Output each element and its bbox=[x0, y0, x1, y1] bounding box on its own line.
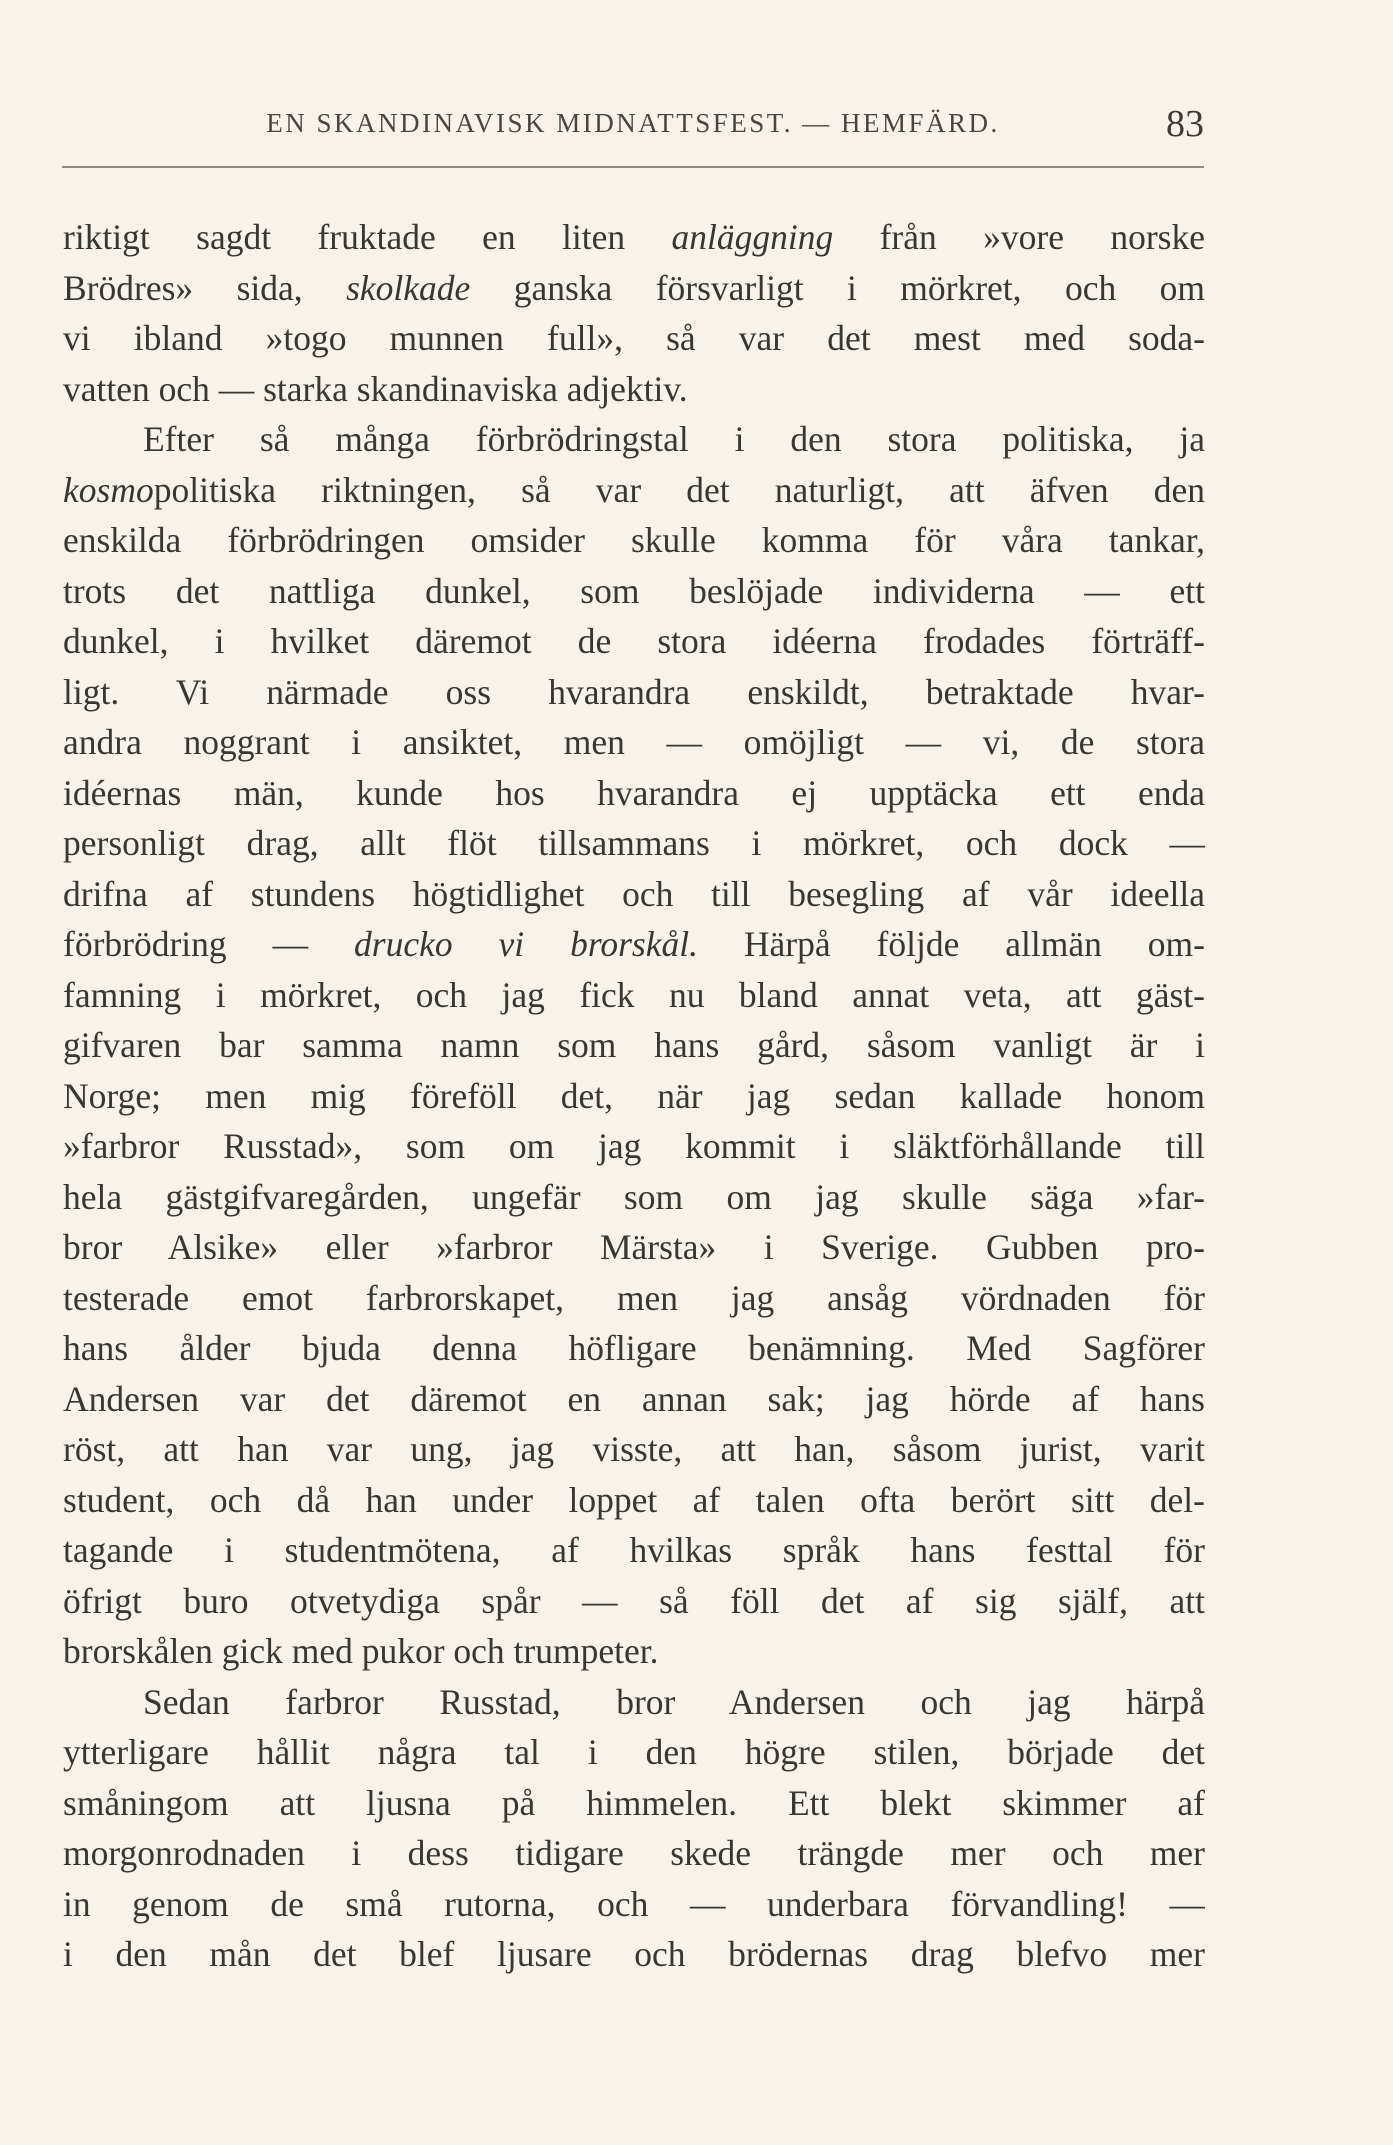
text-line bbox=[63, 1071, 1205, 1122]
italic-text-segment: drucko vi brorskål. bbox=[354, 924, 698, 964]
italic-text-segment: skolkade bbox=[346, 267, 471, 308]
text-segment: förbrödring — bbox=[63, 924, 355, 964]
text-line bbox=[63, 212, 1205, 263]
text-line bbox=[63, 1778, 1205, 1829]
text-segment: Andersen var det däremot en annan sak; jag hörde af hans bbox=[63, 1378, 1205, 1419]
text-segment: Sedan farbror Russtad, bror Andersen och jag härpå bbox=[143, 1681, 1205, 1722]
text-line bbox=[63, 414, 1205, 465]
text-line bbox=[63, 465, 1205, 516]
text-segment: idéernas män, kunde hos hvarandra ej upptäcka ett enda bbox=[63, 772, 1205, 813]
text-segment: från »vore norske bbox=[833, 217, 1205, 257]
header-rule bbox=[62, 166, 1204, 168]
text-segment: andra noggrant i ansiktet, men — omöjligt — vi, de stora bbox=[63, 722, 1205, 762]
text-segment: bror Alsike» eller »farbror Märsta» i Sverige. Gubben pro- bbox=[63, 1227, 1205, 1267]
text-segment: drifna af stundens högtidlighet och till besegling af vår ideella bbox=[63, 873, 1205, 914]
italic-text-segment: anläggning bbox=[671, 217, 834, 257]
text-segment: röst, att han var ung, jag visste, att han, såsom jurist, varit bbox=[63, 1429, 1205, 1469]
text-segment: hela gästgifvaregården, ungefär som om jag skulle säga »far- bbox=[63, 1176, 1205, 1217]
text-line bbox=[63, 1475, 1205, 1526]
text-line bbox=[63, 818, 1205, 869]
text-segment: »farbror Russtad», som om jag kommit i släktförhållande till bbox=[63, 1126, 1205, 1166]
text-segment: ganska försvarligt i mörkret, och om bbox=[470, 267, 1205, 308]
page-number: 83 bbox=[1166, 103, 1204, 145]
text-line bbox=[63, 1424, 1205, 1475]
text-line bbox=[63, 1576, 1205, 1627]
text-segment: ytterligare hållit några tal i den högre stilen, började det bbox=[63, 1732, 1205, 1772]
text-line bbox=[63, 616, 1205, 667]
text-segment: in genom de små rutorna, och — underbara förvandling! — bbox=[63, 1883, 1205, 1924]
text-segment: Norge; men mig föreföll det, när jag sedan kallade honom bbox=[63, 1075, 1205, 1116]
text-segment: enskilda förbrödringen omsider skulle komma för våra tankar, bbox=[63, 520, 1205, 560]
text-line bbox=[63, 263, 1205, 314]
text-line bbox=[63, 364, 1205, 415]
text-segment: vatten och — starka skandinaviska adjektiv. bbox=[63, 368, 688, 409]
text-segment: brorskålen gick med pukor och trumpeter. bbox=[63, 1631, 659, 1671]
text-segment: Brödres» sida, bbox=[63, 267, 347, 308]
text-line bbox=[63, 1626, 1205, 1677]
text-segment: trots det nattliga dunkel, som beslöjade individerna — ett bbox=[63, 570, 1205, 611]
text-segment: testerade emot farbrorskapet, men jag ansåg vördnaden för bbox=[63, 1277, 1205, 1318]
text-line bbox=[63, 1121, 1205, 1172]
text-line bbox=[63, 1727, 1205, 1778]
text-line bbox=[63, 1172, 1205, 1223]
text-line bbox=[63, 717, 1205, 768]
text-segment: personligt drag, allt flöt tillsammans i mörkret, och dock — bbox=[63, 823, 1205, 863]
text-segment: i den mån det blef ljusare och brödernas drag blefvo mer bbox=[63, 1934, 1205, 1974]
text-segment: öfrigt buro otvetydiga spår — så föll det af sig själf, att bbox=[63, 1580, 1205, 1621]
text-segment: hans ålder bjuda denna höfligare benämning. Med Sagförer bbox=[63, 1328, 1205, 1368]
text-line bbox=[63, 869, 1205, 920]
running-title: EN SKANDINAVISK MIDNATTSFEST. — HEMFÄRD. bbox=[266, 108, 1000, 138]
text-segment: Efter så många förbrödringstal i den stora politiska, ja bbox=[143, 419, 1205, 459]
text-segment: småningom att ljusna på himmelen. Ett blekt skimmer af bbox=[63, 1782, 1205, 1823]
text-segment: dunkel, i hvilket däremot de stora idéerna frodades förträff- bbox=[63, 621, 1205, 661]
body-text bbox=[63, 212, 1205, 1980]
text-segment: riktigt sagdt fruktade en liten bbox=[63, 217, 672, 257]
running-head bbox=[62, 103, 1204, 152]
text-line bbox=[63, 566, 1205, 617]
text-line bbox=[63, 1222, 1205, 1273]
text-line bbox=[63, 1020, 1205, 1071]
text-segment: student, och då han under loppet af talen ofta berört sitt del- bbox=[63, 1479, 1205, 1520]
italic-text-segment: kosmo bbox=[63, 469, 154, 510]
text-line bbox=[63, 515, 1205, 566]
text-line bbox=[63, 919, 1205, 970]
text-line bbox=[63, 1677, 1205, 1728]
text-segment: Härpå följde allmän om- bbox=[697, 924, 1205, 964]
text-segment: famning i mörkret, och jag fick nu bland annat veta, att gäst- bbox=[63, 974, 1205, 1015]
text-line bbox=[63, 1323, 1205, 1374]
text-segment: morgonrodnaden i dess tidigare skede trängde mer och mer bbox=[63, 1833, 1205, 1873]
text-line bbox=[63, 1273, 1205, 1324]
text-line bbox=[63, 1879, 1205, 1930]
text-segment: ligt. Vi närmade oss hvarandra enskildt, betraktade hvar- bbox=[63, 671, 1205, 712]
text-segment: tagande i studentmötena, af hvilkas språk hans festtal för bbox=[63, 1530, 1205, 1570]
text-line bbox=[63, 667, 1205, 718]
text-line bbox=[63, 970, 1205, 1021]
text-line bbox=[63, 1828, 1205, 1879]
text-line bbox=[63, 313, 1205, 364]
text-line bbox=[63, 768, 1205, 819]
text-segment: vi ibland »togo munnen full», så var det mest med soda- bbox=[63, 318, 1205, 358]
text-segment: politiska riktningen, så var det naturligt, att äfven den bbox=[153, 469, 1205, 510]
text-line bbox=[63, 1525, 1205, 1576]
text-segment: gifvaren bar samma namn som hans gård, såsom vanligt är i bbox=[63, 1025, 1205, 1065]
text-line bbox=[63, 1374, 1205, 1425]
text-line bbox=[63, 1929, 1205, 1980]
